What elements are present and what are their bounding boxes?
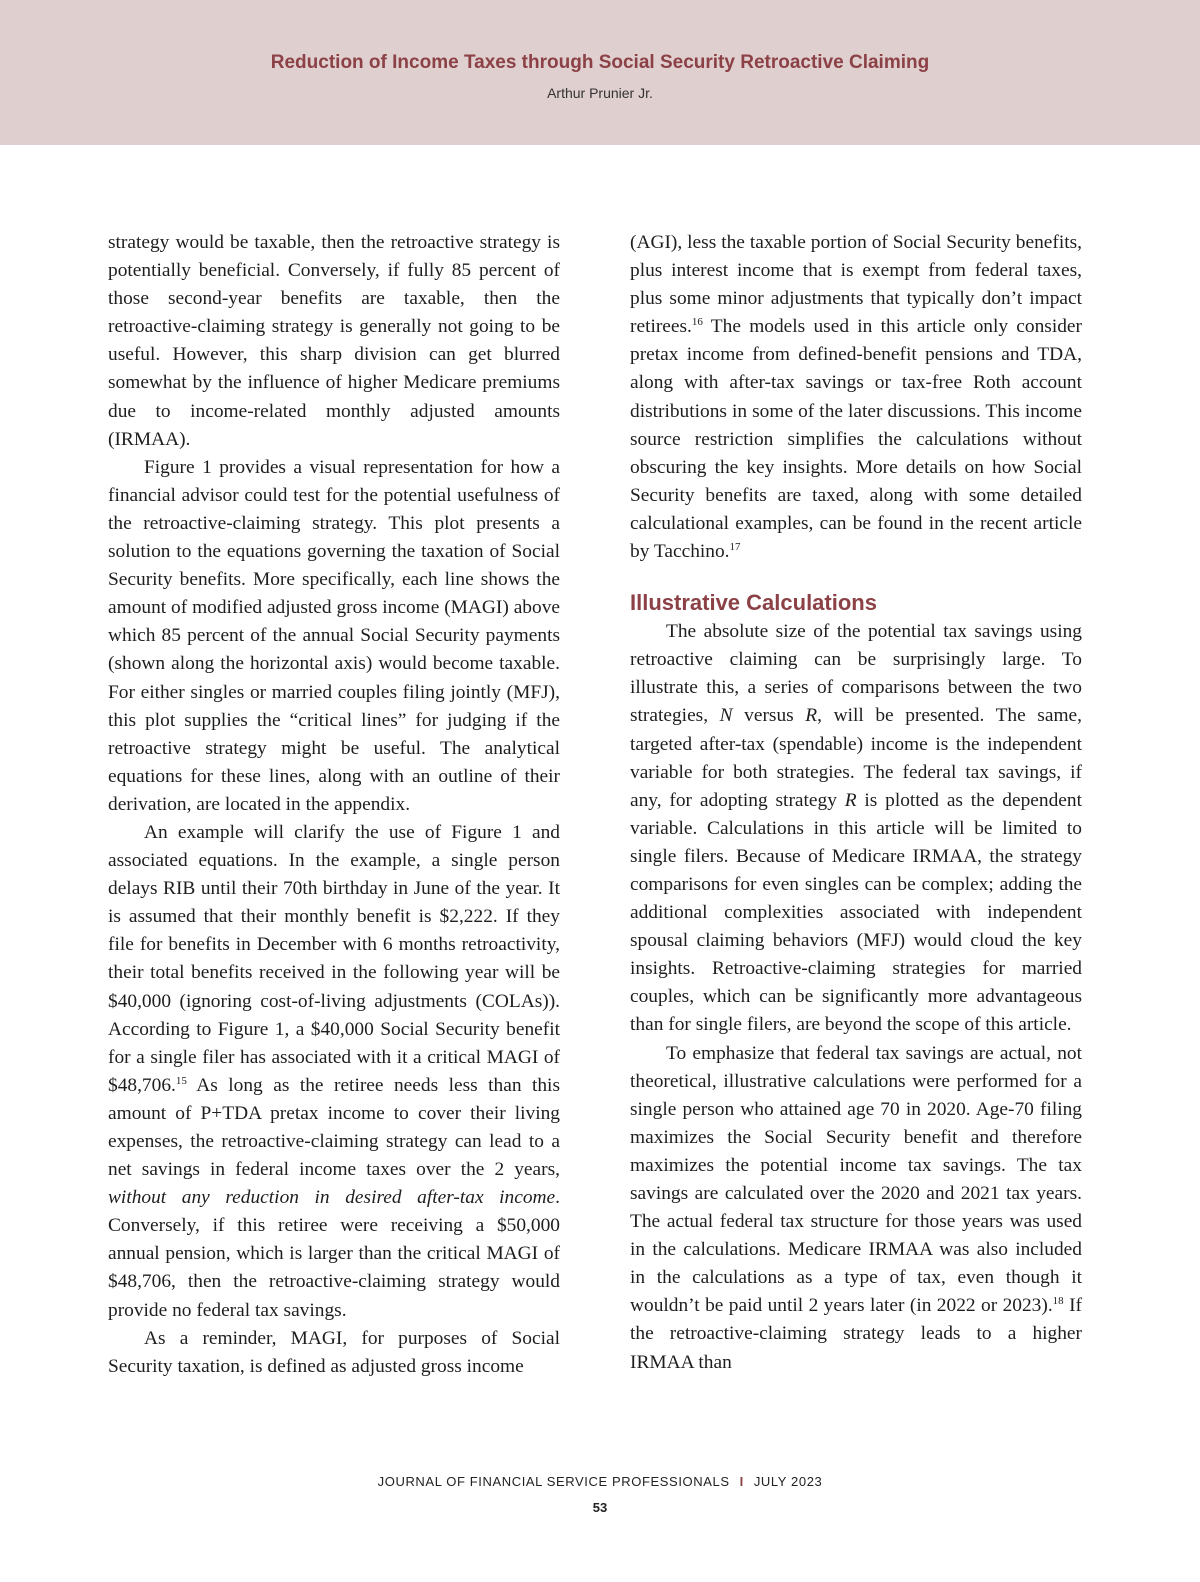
emphasis-text: without any reduction in desired after-tax income	[108, 1187, 556, 1209]
paragraph	[108, 819, 560, 1325]
strategy-r: R	[805, 705, 818, 727]
text-run: , will be presented. The same, targeted after-tax (spendable) income is the independent variable for both strategies. The federal tax savings, if any, for adopting strategy	[630, 705, 1082, 811]
article-title: Reduction of Income Taxes through Social Security Retroactive Claiming	[270, 52, 930, 73]
strategy-n: N	[719, 705, 733, 727]
text-run: To emphasize that federal tax savings are actual, not theoretical, illustrative calculations were performed for a single person who attained age 70 in 2020. Age-70 filing maximizes the Social Security benefit and therefore maximizes the potential income tax savings. The tax savings are calculated over the 2020 and 2021 tax years. The actual federal tax structure for those years was used in the calculations. Medicare IRMAA was also included in the calculations as a type of tax, even though it wouldn’t be paid until 2 years later (in 2022 or 2023).	[630, 1042, 1082, 1317]
text-run: versus	[732, 705, 806, 727]
paragraph	[630, 229, 1082, 566]
footnote-ref-18: 18	[1052, 1295, 1064, 1308]
paragraph	[630, 618, 1082, 1039]
journal-name: JOURNAL OF FINANCIAL SERVICE PROFESSIONALS	[377, 1474, 730, 1489]
text-run: The absolute size of the potential tax savings using retroactive claiming can be surprisingly large. To illustrate this, a series of comparisons between the two strategies,	[630, 621, 1082, 727]
page-number: 53	[592, 1500, 608, 1515]
issue-date: JULY 2023	[753, 1474, 823, 1489]
text-run: As long as the retiree needs less than this amount of P+TDA pretax income to cover their living expenses, the retroactive-claiming strategy can lead to a net savings in federal income taxes over the 2 years,	[108, 1074, 560, 1181]
text-run: (AGI), less the taxable portion of Social Security benefits, plus interest income that is exempt from federal taxes, plus some minor adjustments that typically don’t impact retirees.	[630, 232, 1082, 338]
page-footer	[0, 1474, 1200, 1489]
text-run: The models used in this article only consider pretax income from defined-benefit pensions and TDA, along with after-tax savings or tax-free Roth account distributions in some of the later discussions. This income source restriction simplifies the calculations without obscuring the key insights. More details on how Social Security benefits are taxed, along with some detailed calculational examples, can be found in the recent article by Tacchino.	[630, 316, 1082, 563]
left-column	[108, 229, 560, 1381]
right-column	[630, 229, 1082, 1377]
paragraph: strategy would be taxable, then the retroactive strategy is potentially beneficial. Conversely, if fully 85 percent of those second-year benefits are taxable, then the retroactive-claiming strategy is generally not going to be useful. However, this sharp division can get blurred somewhat by the influence of higher Medicare premiums due to income-related monthly adjusted amounts (IRMAA).	[108, 232, 560, 450]
footnote-ref-15: 15	[175, 1074, 187, 1087]
footnote-ref-17: 17	[729, 541, 741, 554]
footnote-ref-16: 16	[691, 316, 703, 329]
text-run: is plotted as the dependent variable. Calculations in this article will be limited to single filers. Because of Medicare IRMAA, the strategy comparisons for even singles can be complex; adding the additional complexities associated with independent spousal claiming behaviors (MFJ) would cloud the key insights. Retroactive-claiming strategies for married couples, which can be significantly more advantageous than for single filers, are beyond the scope of this article.	[630, 789, 1082, 1036]
footer-separator: I	[739, 1474, 744, 1489]
paragraph: Figure 1 provides a visual representation for how a financial advisor could test for the potential usefulness of the retroactive-claiming strategy. This plot presents a solution to the equations governing the taxation of Social Security benefits. More specifically, each line shows the amount of modified adjusted gross income (MAGI) above which 85 percent of the annual Social Security payments (shown along the horizontal axis) would become taxable. For either singles or married couples filing jointly (MFJ), this plot supplies the “critical lines” for judging if the retroactive strategy might be useful. The analytical equations for these lines, along with an outline of their derivation, are located in the appendix.	[108, 456, 560, 815]
text-run: An example will clarify the use of Figure 1 and associated equations. In the example, a single person delays RIB until their 70th birthday in June of the year. It is assumed that their monthly benefit is $2,222. If they file for benefits in December with 6 months retroactivity, their total benefits received in the following year will be $40,000 (ignoring cost-of-living adjustments (COLAs)). According to Figure 1, a $40,000 Social Security benefit for a single filer has associated with it a critical MAGI of $48,706.	[108, 821, 560, 1096]
text-run: If the retroactive-claiming strategy leads to a higher IRMAA than	[630, 1295, 1083, 1373]
paragraph: As a reminder, MAGI, for purposes of Social Security taxation, is defined as adjusted gross income	[108, 1327, 560, 1377]
text-run: . Conversely, if this retiree were receiving a $50,000 annual pension, which is larger than the critical MAGI of $48,706, then the retroactive-claiming strategy would provide no federal tax savings.	[108, 1187, 560, 1321]
strategy-r: R	[844, 789, 857, 811]
paragraph	[630, 1040, 1082, 1377]
article-author: Arthur Prunier Jr.	[547, 85, 653, 101]
page-header	[0, 0, 1200, 145]
section-heading: Illustrative Calculations	[630, 590, 877, 616]
